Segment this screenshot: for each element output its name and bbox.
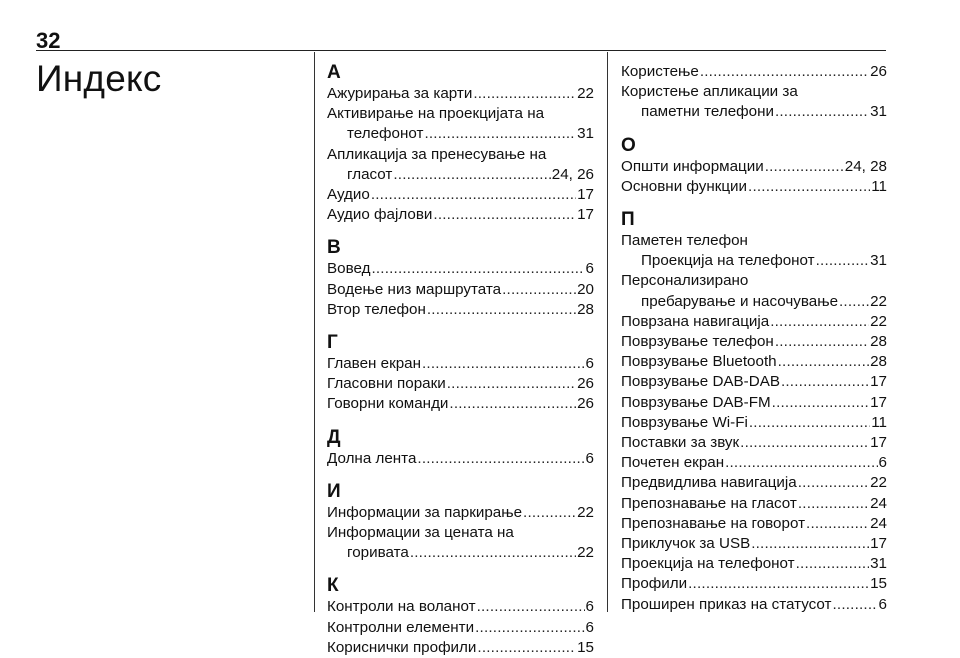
entry-text: Основни функции — [621, 177, 748, 195]
entry-text: Почетен екран — [621, 454, 725, 472]
entry-text: Поврзана навигација — [621, 312, 770, 330]
entry-page-number: 31 — [577, 125, 594, 143]
index-entry — [327, 503, 594, 523]
entry-page-number: 6 — [585, 260, 594, 278]
index-entry — [621, 157, 887, 177]
index-entry — [327, 354, 594, 374]
entry-text: Поврзување DAB-FM — [621, 393, 771, 411]
entry-page-number: 15 — [577, 638, 594, 656]
entry-page-number: 22 — [870, 312, 887, 330]
index-column-1 — [327, 62, 594, 658]
entry-page-number: 26 — [577, 375, 594, 393]
index-section — [327, 427, 594, 469]
index-entry — [621, 372, 887, 392]
dot-leader — [371, 259, 584, 279]
entry-page-number: 31 — [870, 252, 887, 270]
index-entry — [621, 352, 887, 372]
entry-page-number: 15 — [870, 575, 887, 593]
entry-page-number: 6 — [585, 618, 594, 636]
index-entry — [621, 82, 887, 122]
index-section — [327, 237, 594, 320]
entry-text: Вовед — [327, 260, 371, 278]
entry-page-number: 17 — [870, 373, 887, 391]
dot-leader — [839, 292, 869, 312]
entry-text: Контролни елементи — [327, 618, 475, 636]
entry-heading: Паметен телефон — [621, 232, 748, 250]
entry-text: Контроли на воланот — [327, 598, 476, 616]
index-entry — [327, 449, 594, 469]
section-letter: Д — [327, 426, 341, 448]
entry-page-number: 11 — [871, 177, 887, 195]
index-section — [327, 332, 594, 415]
entry-text: Аудио фајлови — [327, 206, 433, 224]
entry-text: гласот — [347, 165, 393, 183]
entry-page-number: 17 — [577, 206, 594, 224]
page-number: 32 — [36, 28, 61, 53]
entry-text: Профили — [621, 575, 688, 593]
entry-text: горивата — [347, 544, 409, 562]
dot-leader — [393, 165, 550, 185]
dot-leader — [477, 638, 576, 658]
entry-text: Поврзување DAB-DAB — [621, 373, 780, 391]
entry-text: Поврзување Wi-Fi — [621, 413, 748, 431]
index-entry — [327, 523, 594, 563]
dot-leader — [725, 453, 877, 473]
dot-leader — [748, 177, 870, 197]
entry-page-number: 24, 26 — [551, 165, 594, 183]
index-entry — [621, 332, 887, 352]
dot-leader — [688, 574, 869, 594]
entry-text: Аудио — [327, 186, 370, 204]
entry-heading: Апликација за пренесување на — [327, 145, 547, 163]
entry-page-number: 6 — [585, 598, 594, 616]
entry-heading: Активирање на проекцијата на — [327, 105, 545, 123]
index-entry — [621, 494, 887, 514]
entry-text: Проекција на телефонот — [641, 252, 815, 270]
entry-text: Поставки за звук — [621, 434, 740, 452]
entry-page-number: 17 — [870, 535, 887, 553]
dot-leader — [422, 354, 585, 374]
dot-leader — [523, 503, 576, 523]
entry-page-number: 24 — [870, 514, 887, 532]
entry-heading: Персонализирано — [621, 272, 749, 290]
entry-text: Гласовни пораки — [327, 375, 446, 393]
entry-text: Водење низ маршрутата — [327, 280, 502, 298]
index-section — [621, 209, 887, 615]
entry-page-number: 17 — [870, 393, 887, 411]
entry-page-number: 22 — [870, 474, 887, 492]
dot-leader — [449, 394, 576, 414]
index-section — [327, 575, 594, 658]
entry-text: Главен екран — [327, 355, 422, 373]
dot-leader — [816, 251, 869, 271]
page-title: Индекс — [36, 58, 162, 99]
dot-leader — [502, 280, 576, 300]
entry-text: Проекција на телефонот — [621, 555, 795, 573]
entry-page-number: 22 — [577, 503, 594, 521]
dot-leader — [796, 554, 869, 574]
index-section — [621, 135, 887, 197]
dot-leader — [473, 84, 576, 104]
entry-text: Информации за паркирање — [327, 503, 523, 521]
index-entry — [621, 453, 887, 473]
dot-leader — [749, 413, 870, 433]
index-entry — [621, 231, 887, 271]
entry-text: Проширен приказ на статусот — [621, 595, 832, 613]
entry-page-number: 26 — [577, 395, 594, 413]
entry-text: Втор телефон — [327, 300, 426, 318]
dot-leader — [798, 473, 869, 493]
column-divider-left — [314, 52, 315, 612]
dot-leader — [447, 374, 576, 394]
dot-leader — [775, 102, 869, 122]
entry-page-number: 31 — [870, 555, 887, 573]
index-entry — [327, 618, 594, 638]
entry-page-number: 6 — [878, 595, 887, 613]
entry-page-number: 24, 28 — [844, 157, 887, 175]
dot-leader — [427, 300, 576, 320]
index-entry — [621, 271, 887, 311]
index-entry — [327, 205, 594, 225]
index-entry — [621, 534, 887, 554]
entry-text: Долна лента — [327, 449, 417, 467]
index-entry — [621, 514, 887, 534]
column-divider-right — [607, 52, 608, 612]
entry-page-number: 26 — [870, 63, 887, 80]
dot-leader — [424, 124, 576, 144]
index-entry — [621, 413, 887, 433]
index-entry — [327, 259, 594, 279]
index-section — [327, 62, 594, 225]
dot-leader — [778, 352, 869, 372]
index-entry — [621, 554, 887, 574]
entry-text: Приклучок за USB — [621, 535, 751, 553]
entry-text: телефонот — [347, 125, 424, 143]
index-entry — [327, 280, 594, 300]
dot-leader — [770, 312, 869, 332]
entry-text: Користење — [621, 63, 699, 80]
entry-text: паметни телефони — [641, 103, 774, 121]
entry-page-number: 22 — [577, 544, 594, 562]
entry-page-number: 6 — [585, 355, 594, 373]
index-entry — [621, 574, 887, 594]
index-entry — [327, 394, 594, 414]
index-entry — [327, 638, 594, 658]
dot-leader — [433, 205, 576, 225]
entry-text: Кориснички профили — [327, 638, 477, 656]
index-entry — [327, 185, 594, 205]
entry-text: Поврзување телефон — [621, 333, 774, 351]
index-entry — [621, 433, 887, 453]
index-entry — [621, 62, 887, 82]
dot-leader — [371, 185, 576, 205]
dot-leader — [700, 62, 869, 82]
index-section — [621, 62, 887, 123]
index-entry — [621, 595, 887, 615]
index-entry — [327, 84, 594, 104]
index-entry — [621, 312, 887, 332]
entry-page-number: 28 — [577, 300, 594, 318]
entry-page-number: 22 — [870, 292, 887, 310]
entry-heading: Информации за цената на — [327, 524, 514, 542]
entry-text: Говорни команди — [327, 395, 449, 413]
dot-leader — [740, 433, 869, 453]
header-rule — [36, 50, 886, 51]
dot-leader — [772, 393, 869, 413]
entry-text: Општи информации — [621, 157, 764, 175]
index-entry — [327, 104, 594, 144]
entry-page-number: 24 — [870, 494, 887, 512]
entry-heading: Користење апликации за — [621, 83, 798, 101]
entry-text: Предвидлива навигација — [621, 474, 797, 492]
index-entry — [327, 300, 594, 320]
entry-text: Препознавање на говорот — [621, 514, 806, 532]
dot-leader — [781, 372, 869, 392]
dot-leader — [475, 618, 584, 638]
dot-leader — [751, 534, 869, 554]
index-section — [327, 481, 594, 564]
index-entry — [327, 145, 594, 185]
entry-page-number: 11 — [871, 413, 887, 431]
entry-text: Ажурирања за карти — [327, 85, 473, 102]
dot-leader — [765, 157, 844, 177]
index-column-2 — [621, 62, 887, 615]
index-entry — [621, 473, 887, 493]
section-letter: А — [327, 62, 341, 83]
dot-leader — [833, 595, 878, 615]
section-letter: П — [621, 209, 635, 231]
entry-text: пребарување и насочување — [641, 292, 839, 310]
section-letter: И — [327, 480, 341, 502]
entry-page-number: 28 — [870, 333, 887, 351]
entry-page-number: 20 — [577, 280, 594, 298]
dot-leader — [417, 449, 584, 469]
entry-page-number: 22 — [577, 85, 594, 102]
dot-leader — [798, 494, 869, 514]
index-entry — [621, 393, 887, 413]
dot-leader — [410, 543, 576, 563]
entry-text: Препознавање на гласот — [621, 494, 797, 512]
index-entry — [327, 374, 594, 394]
index-entry — [327, 597, 594, 617]
entry-page-number: 6 — [878, 454, 887, 472]
dot-leader — [806, 514, 869, 534]
entry-page-number: 28 — [870, 353, 887, 371]
section-letter: К — [327, 575, 339, 597]
dot-leader — [775, 332, 869, 352]
index-entry — [621, 177, 887, 197]
entry-page-number: 17 — [577, 186, 594, 204]
section-letter: В — [327, 237, 341, 259]
entry-page-number: 6 — [585, 449, 594, 467]
entry-page-number: 31 — [870, 103, 887, 121]
section-letter: Г — [327, 332, 338, 354]
section-letter: О — [621, 134, 636, 156]
entry-page-number: 17 — [870, 434, 887, 452]
entry-text: Поврзување Bluetooth — [621, 353, 777, 371]
dot-leader — [477, 597, 585, 617]
